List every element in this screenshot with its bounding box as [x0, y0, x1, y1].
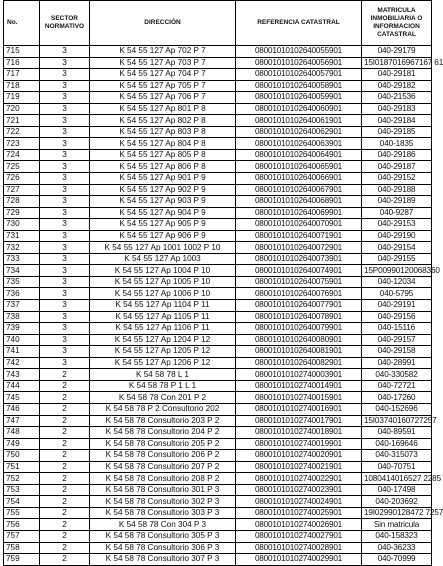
- cell-direccion: K 54 58 78 Consultorio 302 P 3: [90, 496, 236, 508]
- cell-direccion: K 54 58 78 Consultorio 305 P 3: [90, 530, 236, 542]
- cell-no: 747: [4, 415, 40, 427]
- cell-matricula: 040-29181: [362, 69, 432, 81]
- cell-direccion: K 54 55 127 Ap 901 P 9: [90, 173, 236, 185]
- cell-referencia: 08001010102740019901: [236, 438, 362, 450]
- cell-referencia: 08001010102740029901: [236, 554, 362, 566]
- cell-direccion: K 54 55 127 Ap 1006 P 10: [90, 288, 236, 300]
- cell-matricula: 040-152696: [362, 403, 432, 415]
- cell-sector: 2: [40, 530, 90, 542]
- cell-matricula: 040-203692: [362, 496, 432, 508]
- cell-referencia: 08001010102640066901: [236, 173, 362, 185]
- cell-matricula: 040-29190: [362, 230, 432, 242]
- table-row: [4, 473, 432, 485]
- cell-matricula: 040-5795: [362, 288, 432, 300]
- cell-no: 756: [4, 519, 40, 531]
- table-row: [4, 92, 432, 104]
- cell-direccion: K 54 55 127 Ap 902 P 9: [90, 184, 236, 196]
- table-row: [4, 173, 432, 185]
- cell-matricula: 19I02990128472 7257: [362, 507, 432, 519]
- cell-referencia: 08001010102640055901: [236, 46, 362, 58]
- cell-referencia: 08001010102740028901: [236, 542, 362, 554]
- cell-sector: 2: [40, 369, 90, 381]
- cell-no: 748: [4, 427, 40, 439]
- table-row: [4, 380, 432, 392]
- cell-referencia: 08001010102740020901: [236, 450, 362, 462]
- cell-direccion: K 54 58 78 Consultorio 207 P 2: [90, 461, 236, 473]
- table-row: [4, 103, 432, 115]
- cell-matricula: 040-9287: [362, 207, 432, 219]
- cell-matricula: 040-29155: [362, 253, 432, 265]
- cell-no: 759: [4, 554, 40, 566]
- cell-referencia: 08001010102740026901: [236, 519, 362, 531]
- cell-sector: 2: [40, 554, 90, 566]
- cell-no: 744: [4, 380, 40, 392]
- cell-no: 732: [4, 242, 40, 254]
- cell-referencia: 08001010102640058901: [236, 80, 362, 92]
- cell-direccion: K 54 55 127 Ap 1204 P 12: [90, 334, 236, 346]
- cell-matricula: 040-1835: [362, 138, 432, 150]
- cell-matricula: 040-17498: [362, 484, 432, 496]
- cell-direccion: K 54 55 127 Ap 906 P 9: [90, 230, 236, 242]
- cell-sector: 3: [40, 69, 90, 81]
- table-row: [4, 369, 432, 381]
- cell-referencia: 08001010102740022901: [236, 473, 362, 485]
- cell-no: 721: [4, 115, 40, 127]
- cell-sector: 3: [40, 207, 90, 219]
- cell-no: 726: [4, 173, 40, 185]
- cell-no: 738: [4, 311, 40, 323]
- cell-sector: 3: [40, 92, 90, 104]
- cell-referencia: 08001010102640075901: [236, 276, 362, 288]
- table-row: [4, 149, 432, 161]
- cell-matricula: 15I0187016967167 61: [362, 57, 432, 69]
- cell-matricula: 040-29156: [362, 311, 432, 323]
- table-row: [4, 207, 432, 219]
- cell-referencia: 08001010102740023901: [236, 484, 362, 496]
- cell-referencia: 08001010102640073901: [236, 253, 362, 265]
- cell-matricula: 040-29179: [362, 46, 432, 58]
- table-row: [4, 138, 432, 150]
- header-direccion: DIRECCIÓN: [90, 1, 236, 46]
- cell-direccion: K 54 58 78 Consultorio 208 P 2: [90, 473, 236, 485]
- cell-sector: 2: [40, 427, 90, 439]
- cell-sector: 3: [40, 288, 90, 300]
- header-referencia: REFERENCIA CATASTRAL: [236, 1, 362, 46]
- table-row: [4, 496, 432, 508]
- cell-matricula: 040-330582: [362, 369, 432, 381]
- cell-referencia: 08001010102740017901: [236, 415, 362, 427]
- cell-matricula: 040-15116: [362, 323, 432, 335]
- cell-sector: 2: [40, 392, 90, 404]
- cell-direccion: K 54 55 127 Ap 704 P 7: [90, 69, 236, 81]
- cell-matricula: 040-70999: [362, 554, 432, 566]
- cell-no: 725: [4, 161, 40, 173]
- cell-direccion: K 54 55 127 Ap 1205 P 12: [90, 346, 236, 358]
- table-row: [4, 276, 432, 288]
- cell-referencia: 08001010102640065901: [236, 161, 362, 173]
- cell-sector: 3: [40, 311, 90, 323]
- cadastral-table: [3, 0, 443, 566]
- table-row: [4, 427, 432, 439]
- table-row: [4, 519, 432, 531]
- cell-sector: 3: [40, 219, 90, 231]
- cell-matricula: 040-70751: [362, 461, 432, 473]
- cell-direccion: K 54 55 127 Ap 1003: [90, 253, 236, 265]
- cell-sector: 2: [40, 473, 90, 485]
- cell-matricula: 040-29184: [362, 115, 432, 127]
- cell-matricula: 040-29185: [362, 126, 432, 138]
- cell-no: 749: [4, 438, 40, 450]
- cell-matricula: 040-158323: [362, 530, 432, 542]
- cell-direccion: K 54 55 127 Ap 905 P 9: [90, 219, 236, 231]
- cell-direccion: K 54 55 127 Ap 1005 P 10: [90, 276, 236, 288]
- cell-matricula: 040-29183: [362, 103, 432, 115]
- table-row: [4, 253, 432, 265]
- cell-no: 720: [4, 103, 40, 115]
- cell-direccion: K 54 58 78 Consultorio 301 P 3: [90, 484, 236, 496]
- cell-referencia: 08001010102740015901: [236, 392, 362, 404]
- cell-no: 757: [4, 530, 40, 542]
- cell-referencia: 08001010102640057901: [236, 69, 362, 81]
- cell-sector: 3: [40, 300, 90, 312]
- cell-no: 755: [4, 507, 40, 519]
- cell-sector: 3: [40, 253, 90, 265]
- cell-sector: 3: [40, 138, 90, 150]
- cell-referencia: 08001010102740024901: [236, 496, 362, 508]
- cell-matricula: 040-29157: [362, 334, 432, 346]
- table-row: [4, 69, 432, 81]
- cell-matricula: 040-29154: [362, 242, 432, 254]
- cell-matricula: 040-29188: [362, 184, 432, 196]
- header-no: No.: [4, 1, 40, 46]
- cell-no: 753: [4, 484, 40, 496]
- cell-direccion: K 54 55 127 Ap 804 P 8: [90, 138, 236, 150]
- cell-sector: 3: [40, 57, 90, 69]
- table-row: [4, 311, 432, 323]
- cell-matricula: 040-29182: [362, 80, 432, 92]
- cell-referencia: 08001010102640078901: [236, 311, 362, 323]
- cell-direccion: K 54 55 127 Ap 702 P 7: [90, 46, 236, 58]
- table-row: [4, 288, 432, 300]
- table-row: [4, 530, 432, 542]
- cell-sector: 2: [40, 450, 90, 462]
- cell-sector: 3: [40, 230, 90, 242]
- cell-direccion: K 54 58 78 Consultorio 306 P 3: [90, 542, 236, 554]
- cell-referencia: 08001010102640074901: [236, 265, 362, 277]
- table-row: [4, 230, 432, 242]
- table-row: [4, 334, 432, 346]
- table-row: [4, 300, 432, 312]
- header-row: [4, 1, 432, 46]
- document-page: [3, 0, 443, 566]
- table-row: [4, 554, 432, 566]
- cell-referencia: 08001010102640064901: [236, 149, 362, 161]
- cell-matricula: 1080414016527 2285: [362, 473, 432, 485]
- table-row: [4, 184, 432, 196]
- cell-no: 745: [4, 392, 40, 404]
- cell-no: 718: [4, 80, 40, 92]
- table-row: [4, 219, 432, 231]
- cell-matricula: 040-89591: [362, 427, 432, 439]
- cell-referencia: 08001010102640081901: [236, 346, 362, 358]
- cell-referencia: 08001010102740014901: [236, 380, 362, 392]
- cell-referencia: 08001010102740025901: [236, 507, 362, 519]
- cell-referencia: 08001010102640059901: [236, 92, 362, 104]
- cell-direccion: K 54 55 127 Ap 1001 1002 P 10: [90, 242, 236, 254]
- table-body: [4, 46, 443, 566]
- cell-referencia: 08001010102640069901: [236, 207, 362, 219]
- cell-sector: 3: [40, 265, 90, 277]
- cell-sector: 2: [40, 380, 90, 392]
- cell-no: 715: [4, 46, 40, 58]
- cell-referencia: 08001010102640077901: [236, 300, 362, 312]
- cell-no: 751: [4, 461, 40, 473]
- cell-matricula: 040-72721: [362, 380, 432, 392]
- cell-referencia: 08001010102640060901: [236, 103, 362, 115]
- cell-matricula: 040-29191: [362, 300, 432, 312]
- table-row: [4, 126, 432, 138]
- cell-sector: 3: [40, 103, 90, 115]
- cell-referencia: 08001010102640061901: [236, 115, 362, 127]
- cell-direccion: K 54 58 78 Consultorio 205 P 2: [90, 438, 236, 450]
- cell-matricula: 040-29153: [362, 219, 432, 231]
- cell-direccion: K 54 55 127 Ap 705 P 7: [90, 80, 236, 92]
- cell-direccion: K 54 55 127 Ap 805 P 8: [90, 149, 236, 161]
- cell-direccion: K 54 58 78 P 2 Consultorio 202: [90, 403, 236, 415]
- table-row: [4, 461, 432, 473]
- cell-sector: 3: [40, 346, 90, 358]
- cell-matricula: 040-169646: [362, 438, 432, 450]
- table-row: [4, 507, 432, 519]
- cell-matricula: 040-17260: [362, 392, 432, 404]
- table-row: [4, 438, 432, 450]
- cell-no: 719: [4, 92, 40, 104]
- cell-direccion: K 54 55 127 Ap 1004 P 10: [90, 265, 236, 277]
- cell-referencia: 08001010102740003901: [236, 369, 362, 381]
- cell-sector: 2: [40, 438, 90, 450]
- cell-sector: 3: [40, 173, 90, 185]
- cell-direccion: K 54 55 127 Ap 904 P 9: [90, 207, 236, 219]
- cell-direccion: K 54 55 127 Ap 703 P 7: [90, 57, 236, 69]
- table-row: [4, 346, 432, 358]
- table-header: [4, 1, 432, 46]
- cell-sector: 2: [40, 415, 90, 427]
- cell-matricula: 040-21536: [362, 92, 432, 104]
- table-row: [4, 542, 432, 554]
- table-row: [4, 57, 432, 69]
- cell-sector: 3: [40, 115, 90, 127]
- table-row: [4, 484, 432, 496]
- cell-matricula: 040-36233: [362, 542, 432, 554]
- cell-direccion: K 54 55 127 Ap 706 P 7: [90, 92, 236, 104]
- cell-matricula: 15I03740160727257: [362, 415, 432, 427]
- cell-referencia: 08001010102640062901: [236, 126, 362, 138]
- cell-direccion: K 54 55 127 Ap 803 P 8: [90, 126, 236, 138]
- cell-matricula: 040-29158: [362, 346, 432, 358]
- cell-sector: 2: [40, 496, 90, 508]
- cell-referencia: 08001010102640071901: [236, 230, 362, 242]
- cell-no: 750: [4, 450, 40, 462]
- cell-sector: 3: [40, 357, 90, 369]
- cell-no: 727: [4, 184, 40, 196]
- cell-referencia: 08001010102640068901: [236, 196, 362, 208]
- cell-referencia: 08001010102640070901: [236, 219, 362, 231]
- cell-no: 722: [4, 126, 40, 138]
- cell-no: 731: [4, 230, 40, 242]
- cell-direccion: K 54 58 78 P 1 L 1: [90, 380, 236, 392]
- cell-direccion: K 54 55 127 Ap 1206 P 12: [90, 357, 236, 369]
- header-matricula: MATRICULA INMOBILIARIA O INFORMACION CATASTRAL: [362, 1, 432, 46]
- cell-direccion: K 54 58 78 Consultorio 203 P 2: [90, 415, 236, 427]
- cell-no: 734: [4, 265, 40, 277]
- cell-no: 730: [4, 219, 40, 231]
- header-sector: SECTOR NORMATIVO: [40, 1, 90, 46]
- cell-sector: 3: [40, 242, 90, 254]
- cell-sector: 2: [40, 507, 90, 519]
- table-row: [4, 415, 432, 427]
- cell-referencia: 08001010102740027901: [236, 530, 362, 542]
- cell-direccion: K 54 55 127 Ap 1106 P 11: [90, 323, 236, 335]
- cell-no: 736: [4, 288, 40, 300]
- cell-sector: 2: [40, 519, 90, 531]
- cell-no: 746: [4, 403, 40, 415]
- table-row: [4, 115, 432, 127]
- cell-sector: 3: [40, 161, 90, 173]
- cell-direccion: K 54 58 78 Consultorio 303 P 3: [90, 507, 236, 519]
- table-row: [4, 80, 432, 92]
- cell-referencia: 08001010102640079901: [236, 323, 362, 335]
- cell-no: 742: [4, 357, 40, 369]
- cell-sector: 3: [40, 80, 90, 92]
- cell-matricula: 040-28991: [362, 357, 432, 369]
- cell-no: 729: [4, 207, 40, 219]
- cell-no: 739: [4, 323, 40, 335]
- cell-no: 723: [4, 138, 40, 150]
- cell-direccion: K 54 55 127 Ap 1104 P 11: [90, 300, 236, 312]
- cell-matricula: 040-29187: [362, 161, 432, 173]
- cell-direccion: K 54 58 78 L 1: [90, 369, 236, 381]
- cell-sector: 3: [40, 196, 90, 208]
- cell-no: 758: [4, 542, 40, 554]
- cell-sector: 3: [40, 149, 90, 161]
- cell-matricula: Sin matricula: [362, 519, 432, 531]
- cell-sector: 3: [40, 323, 90, 335]
- cell-sector: 3: [40, 46, 90, 58]
- cell-referencia: 08001010102740018901: [236, 427, 362, 439]
- cell-sector: 2: [40, 542, 90, 554]
- table-row: [4, 46, 432, 58]
- table-row: [4, 265, 432, 277]
- cell-matricula: 15P00990120068360: [362, 265, 432, 277]
- cell-matricula: 040-29152: [362, 173, 432, 185]
- cell-no: 741: [4, 346, 40, 358]
- table-row: [4, 323, 432, 335]
- table-row: [4, 242, 432, 254]
- cell-no: 728: [4, 196, 40, 208]
- cell-direccion: K 54 58 78 Consultorio 206 P 2: [90, 450, 236, 462]
- cell-matricula: 040-12034: [362, 276, 432, 288]
- cell-referencia: 08001010102740021901: [236, 461, 362, 473]
- cell-direccion: K 54 58 78 Con 201 P 2: [90, 392, 236, 404]
- cell-referencia: 08001010102640072901: [236, 242, 362, 254]
- cell-sector: 3: [40, 276, 90, 288]
- cell-sector: 3: [40, 126, 90, 138]
- cell-no: 754: [4, 496, 40, 508]
- cell-matricula: 040-29189: [362, 196, 432, 208]
- cell-no: 724: [4, 149, 40, 161]
- cell-direccion: K 54 55 127 Ap 1105 P 11: [90, 311, 236, 323]
- cell-referencia: 08001010102640063901: [236, 138, 362, 150]
- cell-no: 735: [4, 276, 40, 288]
- cell-direccion: K 54 55 127 Ap 903 P 9: [90, 196, 236, 208]
- cell-matricula: 040-29186: [362, 149, 432, 161]
- cell-referencia: 08001010102740016901: [236, 403, 362, 415]
- cell-no: 733: [4, 253, 40, 265]
- table-row: [4, 357, 432, 369]
- cell-direccion: K 54 55 127 Ap 806 P 8: [90, 161, 236, 173]
- cell-no: 743: [4, 369, 40, 381]
- cell-no: 737: [4, 300, 40, 312]
- cell-matricula: 040-315073: [362, 450, 432, 462]
- cell-referencia: 08001010102640080901: [236, 334, 362, 346]
- cell-referencia: 08001010102640082901: [236, 357, 362, 369]
- cell-referencia: 08001010102640076901: [236, 288, 362, 300]
- cell-direccion: K 54 58 78 Con 304 P 3: [90, 519, 236, 531]
- cell-no: 716: [4, 57, 40, 69]
- cell-direccion: K 54 58 78 Consultorio 204 P 2: [90, 427, 236, 439]
- cell-no: 717: [4, 69, 40, 81]
- cell-sector: 3: [40, 334, 90, 346]
- cell-direccion: K 54 55 127 Ap 801 P 8: [90, 103, 236, 115]
- table-row: [4, 403, 432, 415]
- table-row: [4, 161, 432, 173]
- table-row: [4, 450, 432, 462]
- table-row: [4, 196, 432, 208]
- cell-sector: 2: [40, 403, 90, 415]
- cell-sector: 2: [40, 461, 90, 473]
- cell-direccion: K 54 58 78 Consultorio 307 P 3: [90, 554, 236, 566]
- cell-no: 740: [4, 334, 40, 346]
- cell-referencia: 08001010102640056901: [236, 57, 362, 69]
- cell-referencia: 08001010102640067901: [236, 184, 362, 196]
- cell-sector: 2: [40, 484, 90, 496]
- cell-no: 752: [4, 473, 40, 485]
- cell-sector: 3: [40, 184, 90, 196]
- cell-direccion: K 54 55 127 Ap 802 P 8: [90, 115, 236, 127]
- table-row: [4, 392, 432, 404]
